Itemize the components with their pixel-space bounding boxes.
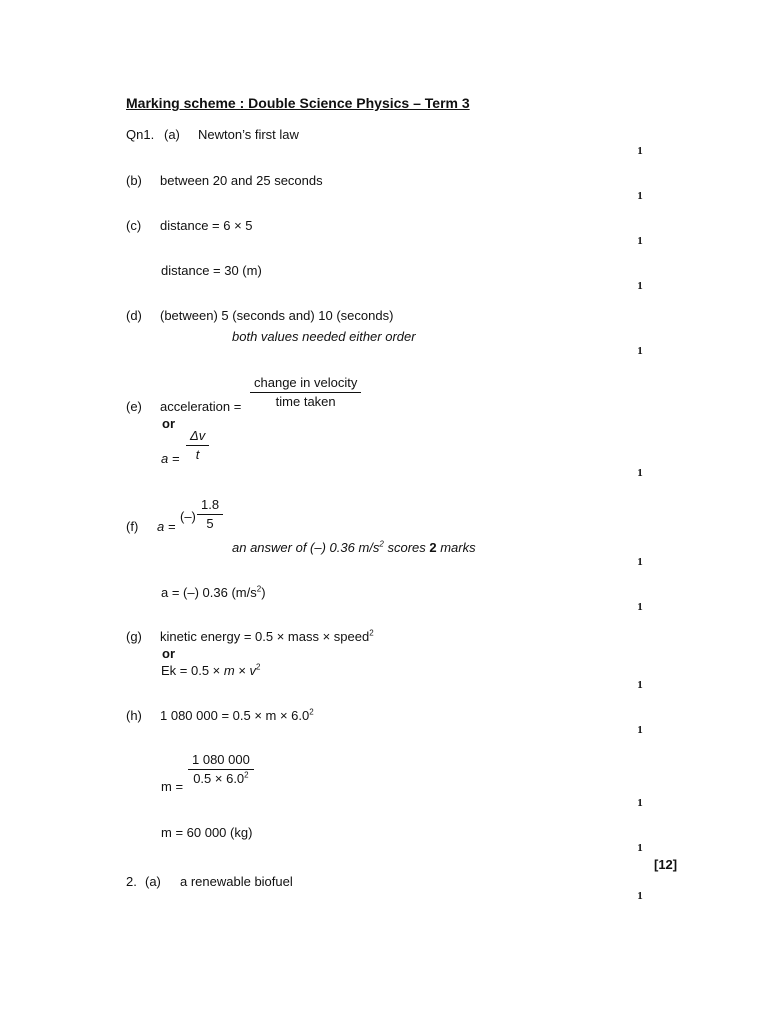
answer-h-result: m = 60 000 (kg) xyxy=(161,825,253,840)
part-label-e: (e) xyxy=(126,399,142,414)
answer-d: (between) 5 (seconds and) 10 (seconds) xyxy=(160,308,394,323)
mark-f1: 1 xyxy=(637,556,643,568)
part-label-c: (c) xyxy=(126,218,142,233)
part-label-h: (h) xyxy=(126,708,142,723)
answer-h-m: m = xyxy=(161,779,184,794)
answer-f-result: a = (–) 0.36 $(m/s^2)$ xyxy=(161,584,266,600)
mark-h3: 1 xyxy=(637,842,643,854)
question-number-2: 2. xyxy=(126,874,137,889)
fraction-denominator: t xyxy=(195,447,200,462)
answer-a: Newton’s first law xyxy=(198,127,299,142)
part-label-g: (g) xyxy=(126,629,142,644)
fraction-denominator: time taken xyxy=(275,394,336,409)
answer-g: kinetic energy = 0.5 × mass × speed$^2$ xyxy=(160,628,374,644)
part-label-f: (f) xyxy=(126,519,139,534)
fraction-denominator: $0.5 \times 6.0^2$ xyxy=(193,770,249,786)
fraction-acceleration xyxy=(250,374,361,411)
mark-d: 1 xyxy=(637,345,643,357)
answer-e: acceleration = xyxy=(160,399,242,414)
answer-b: between 20 and 25 seconds xyxy=(160,173,323,188)
question-number: Qn1. xyxy=(126,127,155,142)
mark-e: 1 xyxy=(637,467,643,479)
mark-h2: 1 xyxy=(637,797,643,809)
fraction-numerator: change in velocity xyxy=(254,375,358,390)
mark-c2: 1 xyxy=(637,280,643,292)
mark-f2: 1 xyxy=(637,601,643,613)
fraction-numerator: 1 080 000 xyxy=(192,752,250,767)
answer-f-minus: (–) xyxy=(180,509,196,524)
part-label-a: (a) xyxy=(164,127,180,142)
part-label-b: (b) xyxy=(126,173,142,188)
answer-h: 1 080 $000 = 0.5 \times m \times 6.0^2$ xyxy=(160,707,314,723)
mark-2a: 1 xyxy=(637,890,643,902)
answer-e-formula: a = xyxy=(161,451,180,466)
or-label-e: or xyxy=(162,416,175,431)
or-label-g: or xyxy=(162,646,175,661)
page-title: Marking scheme : Double Science Physics – Term 3 xyxy=(126,95,470,111)
mark-c1: 1 xyxy=(637,235,643,247)
mark-g: 1 xyxy=(637,679,643,691)
answer-g-formula: $Ek = 0.5 \times m \times v^2$ xyxy=(161,662,261,678)
answer-c-line1: distance = 6 × 5 xyxy=(160,218,253,233)
fraction-f xyxy=(197,496,223,533)
mark-b: 1 xyxy=(637,190,643,202)
fraction-numerator: 1.8 xyxy=(201,497,220,512)
mark-h1: 1 xyxy=(637,724,643,736)
mark-a: 1 xyxy=(637,145,643,157)
answer-c-line2: distance = 30 (m) xyxy=(161,263,262,278)
part-label-2a: (a) xyxy=(145,874,161,889)
answer-2a: a renewable biofuel xyxy=(180,874,293,889)
answer-f-a: a = xyxy=(157,519,176,534)
fraction-dv-t xyxy=(186,427,209,464)
fraction-h xyxy=(188,751,254,788)
note-f: an answer of (–) 0.36 $m/s^2$ scores 2 marks xyxy=(232,539,476,555)
fraction-numerator: Δv xyxy=(190,428,206,443)
part-label-d: (d) xyxy=(126,308,142,323)
fraction-denominator: 5 xyxy=(206,516,214,531)
question-total: [12] xyxy=(654,857,678,872)
note-d: both values needed either order xyxy=(232,329,416,344)
